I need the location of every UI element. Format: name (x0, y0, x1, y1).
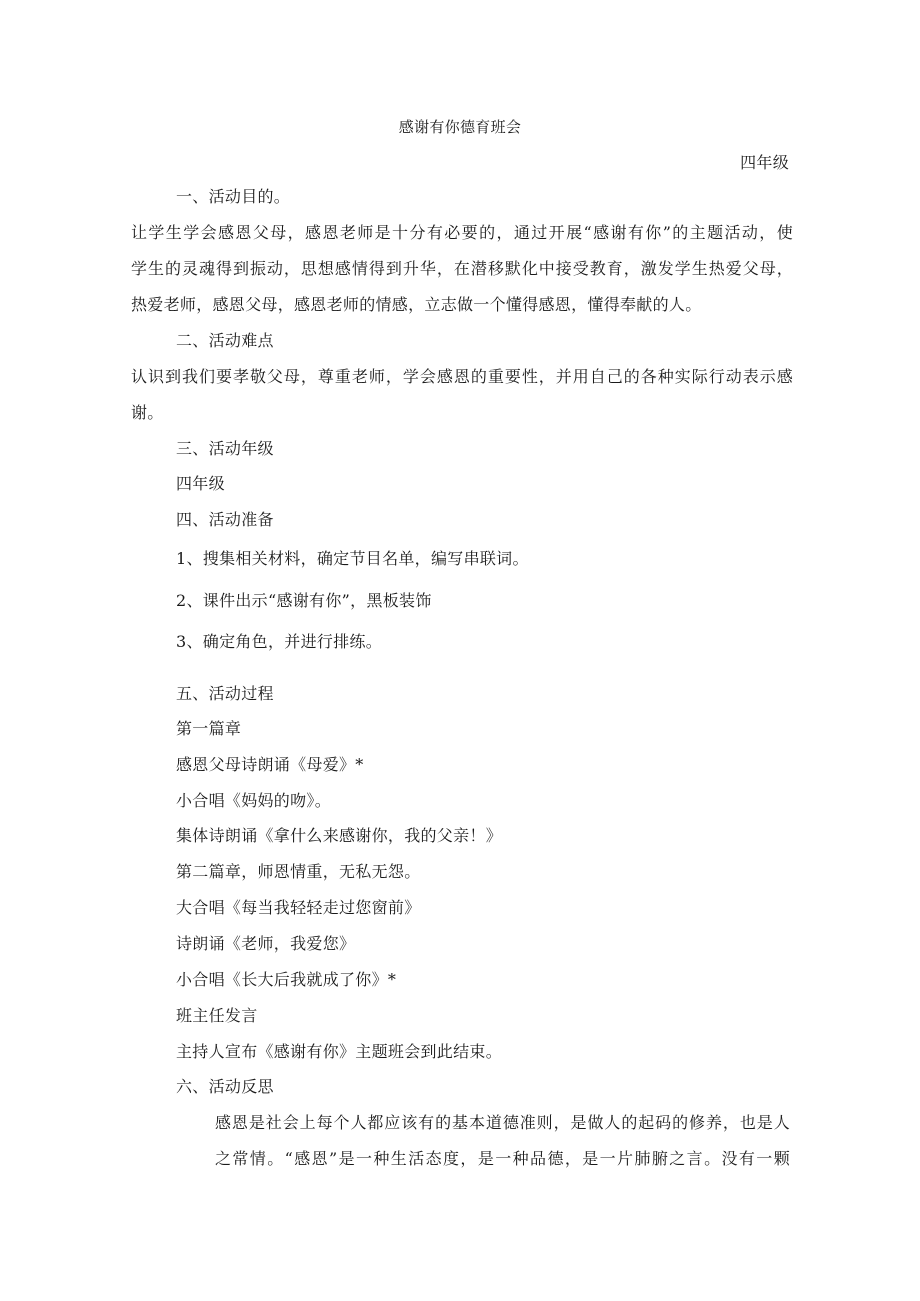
section6-heading: 六、活动反思 (176, 1077, 274, 1096)
prep-item: 1、搜集相关材料，确定节目名单，编写串联词。 (176, 549, 529, 568)
process-item: 第一篇章 (176, 719, 242, 738)
grade-label: 四年级 (740, 153, 789, 172)
section2-line-2: 谢。 (131, 403, 164, 422)
section2-heading: 二、活动难点 (176, 331, 274, 350)
section6-line-1: 感恩是社会上每个人都应该有的基本道德准则，是做人的起码的修养，也是人 (215, 1113, 790, 1132)
process-item: 感恩父母诗朗诵《母爱》* (176, 755, 364, 774)
section1-line-2: 学生的灵魂得到振动，思想感情得到升华，在潜移默化中接受教育，激发学生热爱父母， (131, 259, 793, 278)
prep-item: 3、确定角色，并进行排练。 (176, 632, 383, 651)
document-title: 感谢有你德育班会 (398, 118, 522, 136)
section4-heading: 四、活动准备 (176, 510, 274, 529)
process-item: 小合唱《妈妈的吻》。 (176, 791, 332, 810)
section1-line-1: 让学生学会感恩父母，感恩老师是十分有必要的，通过开展“感谢有你”的主题活动，使 (131, 223, 793, 242)
process-item: 班主任发言 (176, 1006, 258, 1025)
section6-line-2: 之常情。“感恩”是一种生活态度，是一种品德，是一片肺腑之言。没有一颗 (215, 1149, 790, 1168)
section3-content: 四年级 (176, 474, 225, 493)
section1-line-3: 热爱老师，感恩父母，感恩老师的情感，立志做一个懂得感恩，懂得奉献的人。 (131, 295, 702, 314)
process-item: 第二篇章，师恩情重，无私无怨。 (176, 862, 421, 881)
prep-item: 2、课件出示“感谢有你”，黑板装饰 (176, 591, 432, 610)
process-item: 主持人宣布《感谢有你》主题班会到此结束。 (176, 1042, 503, 1061)
section5-heading: 五、活动过程 (176, 684, 274, 703)
section1-heading: 一、活动目的。 (176, 187, 291, 206)
process-item: 小合唱《长大后我就成了你》* (176, 970, 397, 989)
section2-line-1: 认识到我们要孝敬父母，尊重老师，学会感恩的重要性，并用自己的各种实际行动表示感 (131, 367, 793, 386)
process-item: 集体诗朗诵《拿什么来感谢你，我的父亲！》 (176, 826, 503, 845)
process-item: 诗朗诵《老师，我爱您》 (176, 934, 356, 953)
process-item: 大合唱《每当我轻轻走过您窗前》 (176, 898, 421, 917)
section3-heading: 三、活动年级 (176, 439, 274, 458)
